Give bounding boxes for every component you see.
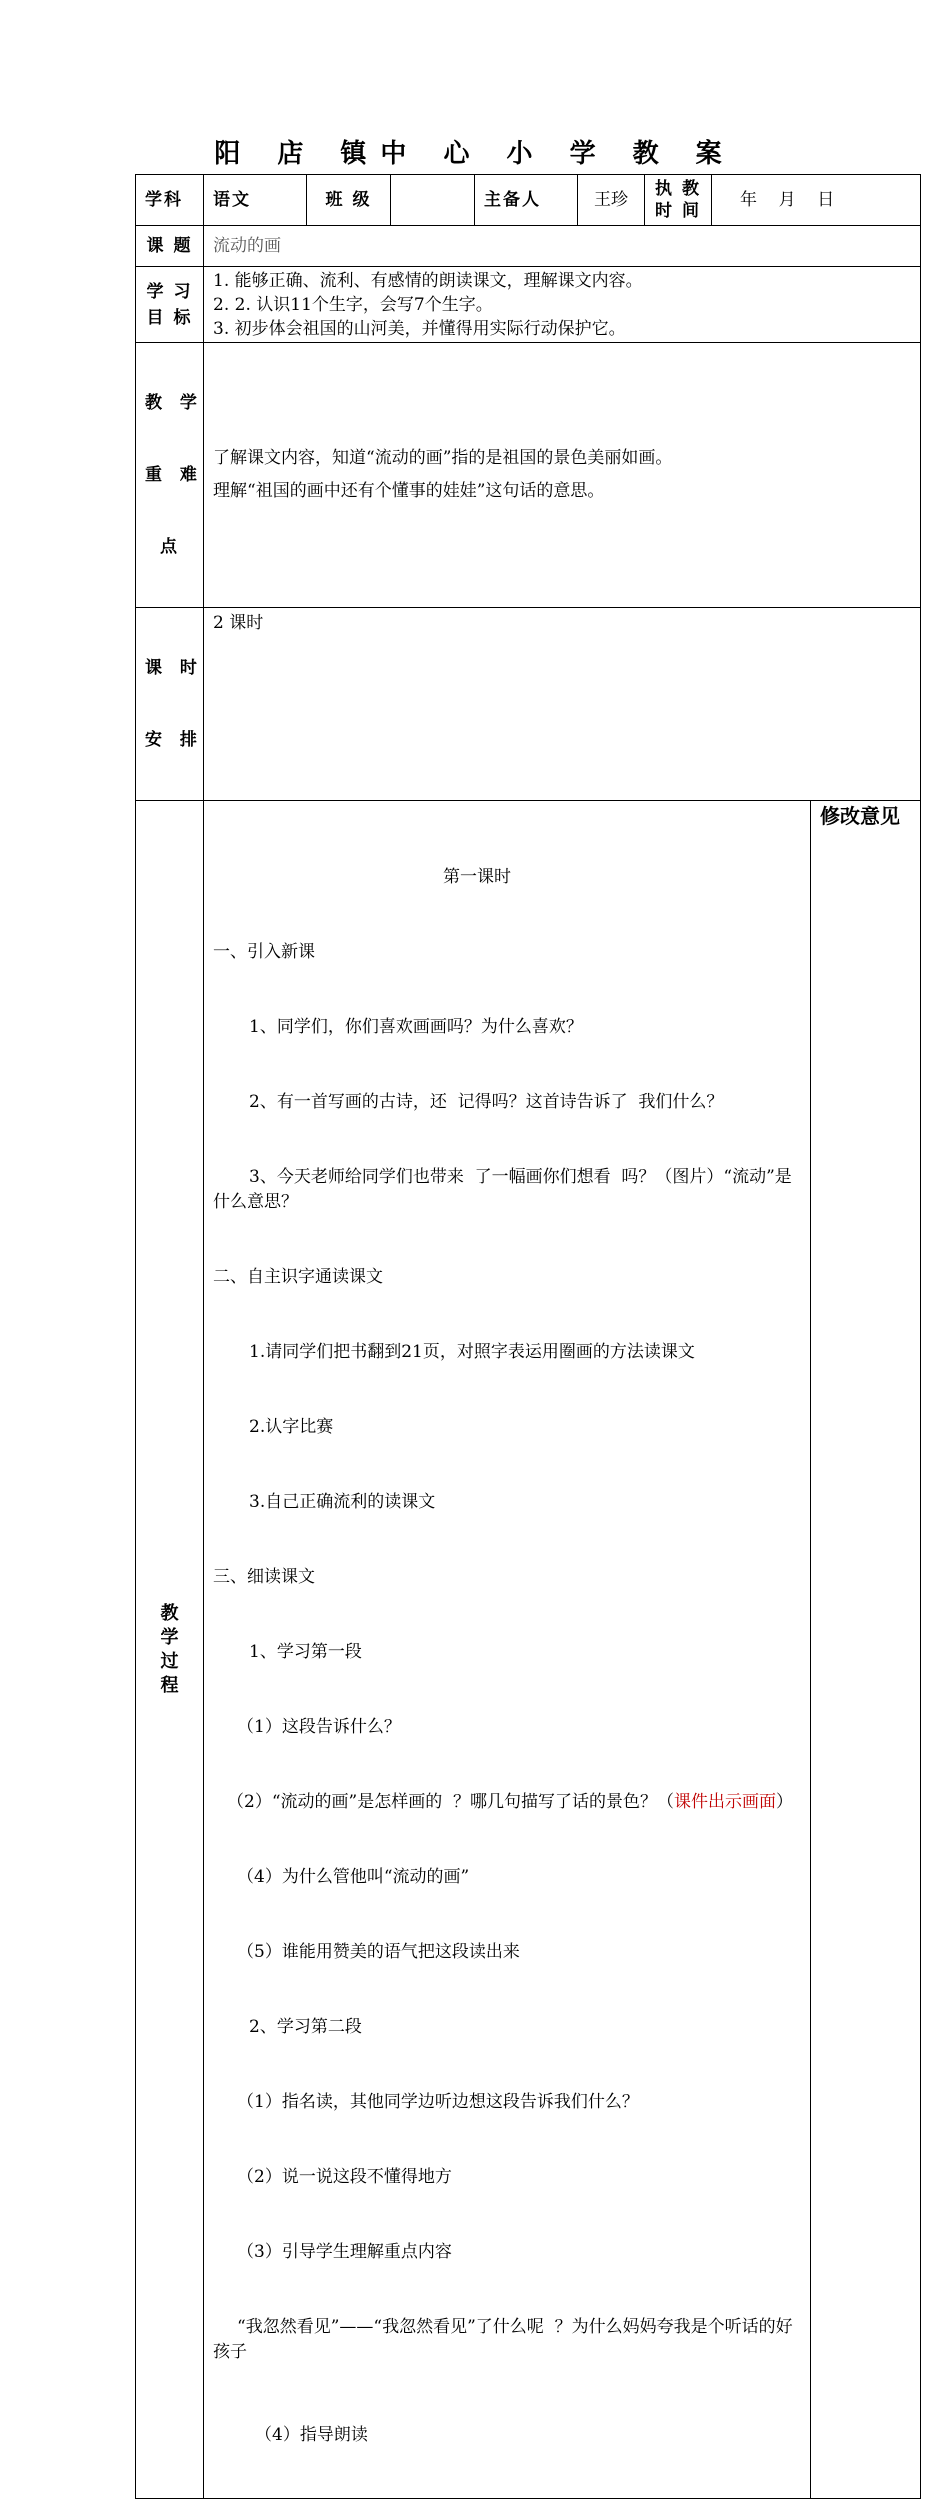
process-line-text: （2）“流动的画”是怎样画的 ？哪几句描写了话的景色？（: [227, 1792, 675, 1812]
lesson-title: 第一课时: [443, 867, 511, 887]
topic-label: 课 题: [136, 226, 204, 267]
goals-label: [136, 267, 204, 343]
process-row: [136, 801, 921, 2499]
teach-time-label: [645, 175, 712, 226]
process-label-char: 教: [160, 1602, 179, 1624]
class-label: 班 级: [307, 175, 391, 226]
subject-label: 学科: [136, 175, 204, 226]
process-line: （1）这段告诉什么？: [237, 1717, 401, 1737]
lesson-plan-table: [135, 174, 921, 2499]
goals-label-1: 学 习: [146, 281, 193, 302]
key-point-item: 理解“祖国的画中还有个懂事的娃娃”这句话的意思。: [213, 481, 605, 501]
preparer-value: 王珍: [578, 175, 645, 226]
key-points-label-3: 点: [160, 537, 179, 557]
process-line: “我忽然看见”——“我忽然看见”了什么呢 ？为什么妈妈夸我是个听话的好孩子: [213, 2317, 793, 2362]
goal-item: 3. 初步体会祖国的山河美，并懂得用实际行动保护它。: [213, 318, 626, 339]
schedule-label-1: 课 时: [145, 658, 199, 678]
goals-label-2: 目 标: [146, 307, 193, 328]
preparer-label: 主备人: [475, 175, 578, 226]
process-line: （4）指导朗读: [255, 2425, 368, 2445]
schedule-label-2: 安 排: [145, 730, 199, 750]
schedule-value: 2 课时: [204, 608, 921, 801]
page-title: 阳 店 镇中 心 小 学 教 案: [214, 139, 736, 169]
process-content: [204, 801, 811, 2499]
header-row: [136, 175, 921, 226]
process-line-text: ）: [776, 1792, 794, 1812]
key-points-label-2: 重 难: [145, 465, 199, 485]
class-value: [391, 175, 475, 226]
schedule-row: [136, 608, 921, 801]
key-point-item: 了解课文内容，知道“流动的画”指的是祖国的景色美丽如画。: [213, 448, 673, 468]
process-line: （4）为什么管他叫“流动的画”: [237, 1867, 470, 1887]
process-line: （1）指名读，其他同学边听边想这段告诉我们什么？: [237, 2092, 639, 2112]
topic-row: [136, 226, 921, 267]
process-line: 二、自主识字通读课文: [213, 1267, 383, 1287]
process-line: 3.自己正确流利的读课文: [249, 1492, 436, 1512]
process-line: 一、引入新课: [213, 942, 315, 962]
process-label-char: 程: [160, 1674, 179, 1696]
process-line: 3、今天老师给同学们也带来 了一幅画你们想看 吗？（图片）“流动”是什么意思？: [213, 1167, 792, 1212]
subject-value: 语文: [204, 175, 307, 226]
process-label-char: 学: [160, 1626, 179, 1648]
teach-time-label-1: 执 教: [655, 179, 701, 199]
key-points-label: [136, 343, 204, 608]
process-line: （3）引导学生理解重点内容: [237, 2242, 452, 2262]
process-line: 1、学习第一段: [249, 1642, 362, 1662]
process-line: 2.认字比赛: [249, 1417, 334, 1437]
date-value: 年 月 日: [712, 175, 921, 226]
process-line: 1、同学们，你们喜欢画画吗？为什么喜欢？: [249, 1017, 583, 1037]
revision-label: 修改意见: [811, 801, 921, 2499]
topic-value: 流动的画: [204, 226, 921, 267]
process-line: （5）谁能用赞美的语气把这段读出来: [237, 1942, 520, 1962]
process-line: [213, 1790, 801, 1815]
process-label-char: 过: [160, 1650, 179, 1672]
goals-content: [204, 267, 921, 343]
teach-time-label-2: 时 间: [655, 201, 701, 221]
process-line: 2、学习第二段: [249, 2017, 362, 2037]
schedule-label: [136, 608, 204, 801]
courseware-note: 课件出示画面: [674, 1792, 777, 1812]
process-line: 三、细读课文: [213, 1567, 315, 1587]
process-label: [136, 801, 204, 2499]
key-points-row: [136, 343, 921, 608]
key-points-content: [204, 343, 921, 608]
process-line: 2、有一首写画的古诗，还 记得吗？这首诗告诉了 我们什么？: [249, 1092, 724, 1112]
process-line: 1.请同学们把书翻到21页，对照字表运用圈画的方法读课文: [249, 1342, 695, 1362]
key-points-label-1: 教 学: [145, 393, 199, 413]
goals-row: [136, 267, 921, 343]
goal-item: 2. 2. 认识11个生字，会写7个生字。: [213, 294, 493, 315]
process-line: （2）说一说这段不懂得地方: [237, 2167, 452, 2187]
goal-item: 1. 能够正确、流利、有感情的朗读课文，理解课文内容。: [213, 270, 643, 291]
